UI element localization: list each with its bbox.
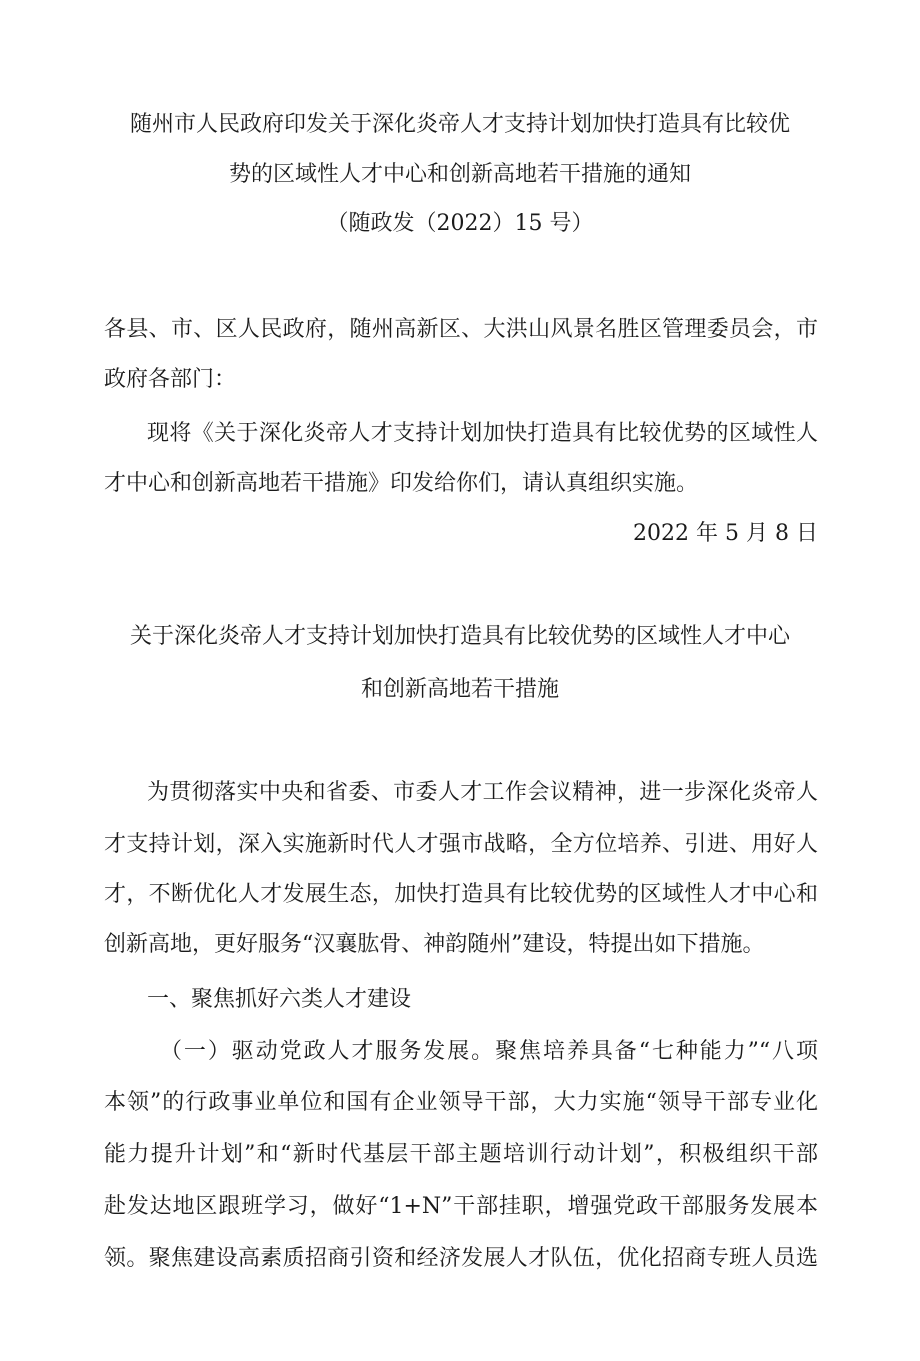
item-1-line: 本领”的行政事业单位和国有企业领导干部，大力实施“领导干部专业化 xyxy=(104,1090,818,1115)
intro-line: 才，不断优化人才发展生态，加快打造具有比较优势的区域性人才中心和 xyxy=(104,882,818,907)
notice-title-line-1: 随州市人民政府印发关于深化炎帝人才支持计划加快打造具有比较优 xyxy=(129,112,790,137)
intro-line: 创新高地，更好服务“汉襄肱骨、神韵随州”建设，特提出如下措施。 xyxy=(104,932,765,957)
document-number: （随政发（2022）15 号） xyxy=(326,211,594,236)
item-1-line: 能力提升计划”和“新时代基层干部主题培训行动计划”，积极组织干部 xyxy=(104,1142,818,1167)
item-1-line: 赴发达地区跟班学习，做好“1+N”干部挂职，增强党政干部服务发展本 xyxy=(104,1194,818,1219)
measures-title-line-2: 和创新高地若干措施 xyxy=(360,677,559,702)
recipients-line-2: 政府各部门： xyxy=(104,367,237,392)
notice-title-line-2: 势的区域性人才中心和创新高地若干措施的通知 xyxy=(228,162,691,187)
measures-title-line-1: 关于深化炎帝人才支持计划加快打造具有比较优势的区域性人才中心 xyxy=(129,624,790,649)
section-1-heading: 一、聚焦抓好六类人才建设 xyxy=(147,987,412,1012)
item-1-line: （一）驱动党政人才服务发展。聚焦培养具备“七种能力”“八项 xyxy=(160,1039,818,1064)
item-1-line: 领。聚焦建设高素质招商引资和经济发展人才队伍，优化招商专班人员选 xyxy=(104,1246,818,1271)
notice-body-line-2: 才中心和创新高地若干措施》印发给你们，请认真组织实施。 xyxy=(104,471,699,496)
intro-line: 才支持计划，深入实施新时代人才强市战略，全方位培养、引进、用好人 xyxy=(104,832,818,857)
recipients-line-1: 各县、市、区人民政府，随州高新区、大洪山风景名胜区管理委员会，市 xyxy=(104,317,818,342)
intro-line: 为贯彻落实中央和省委、市委人才工作会议精神，进一步深化炎帝人 xyxy=(147,780,818,805)
issue-date: 2022 年 5 月 8 日 xyxy=(633,521,818,546)
notice-body-line-1: 现将《关于深化炎帝人才支持计划加快打造具有比较优势的区域性人 xyxy=(147,421,818,446)
